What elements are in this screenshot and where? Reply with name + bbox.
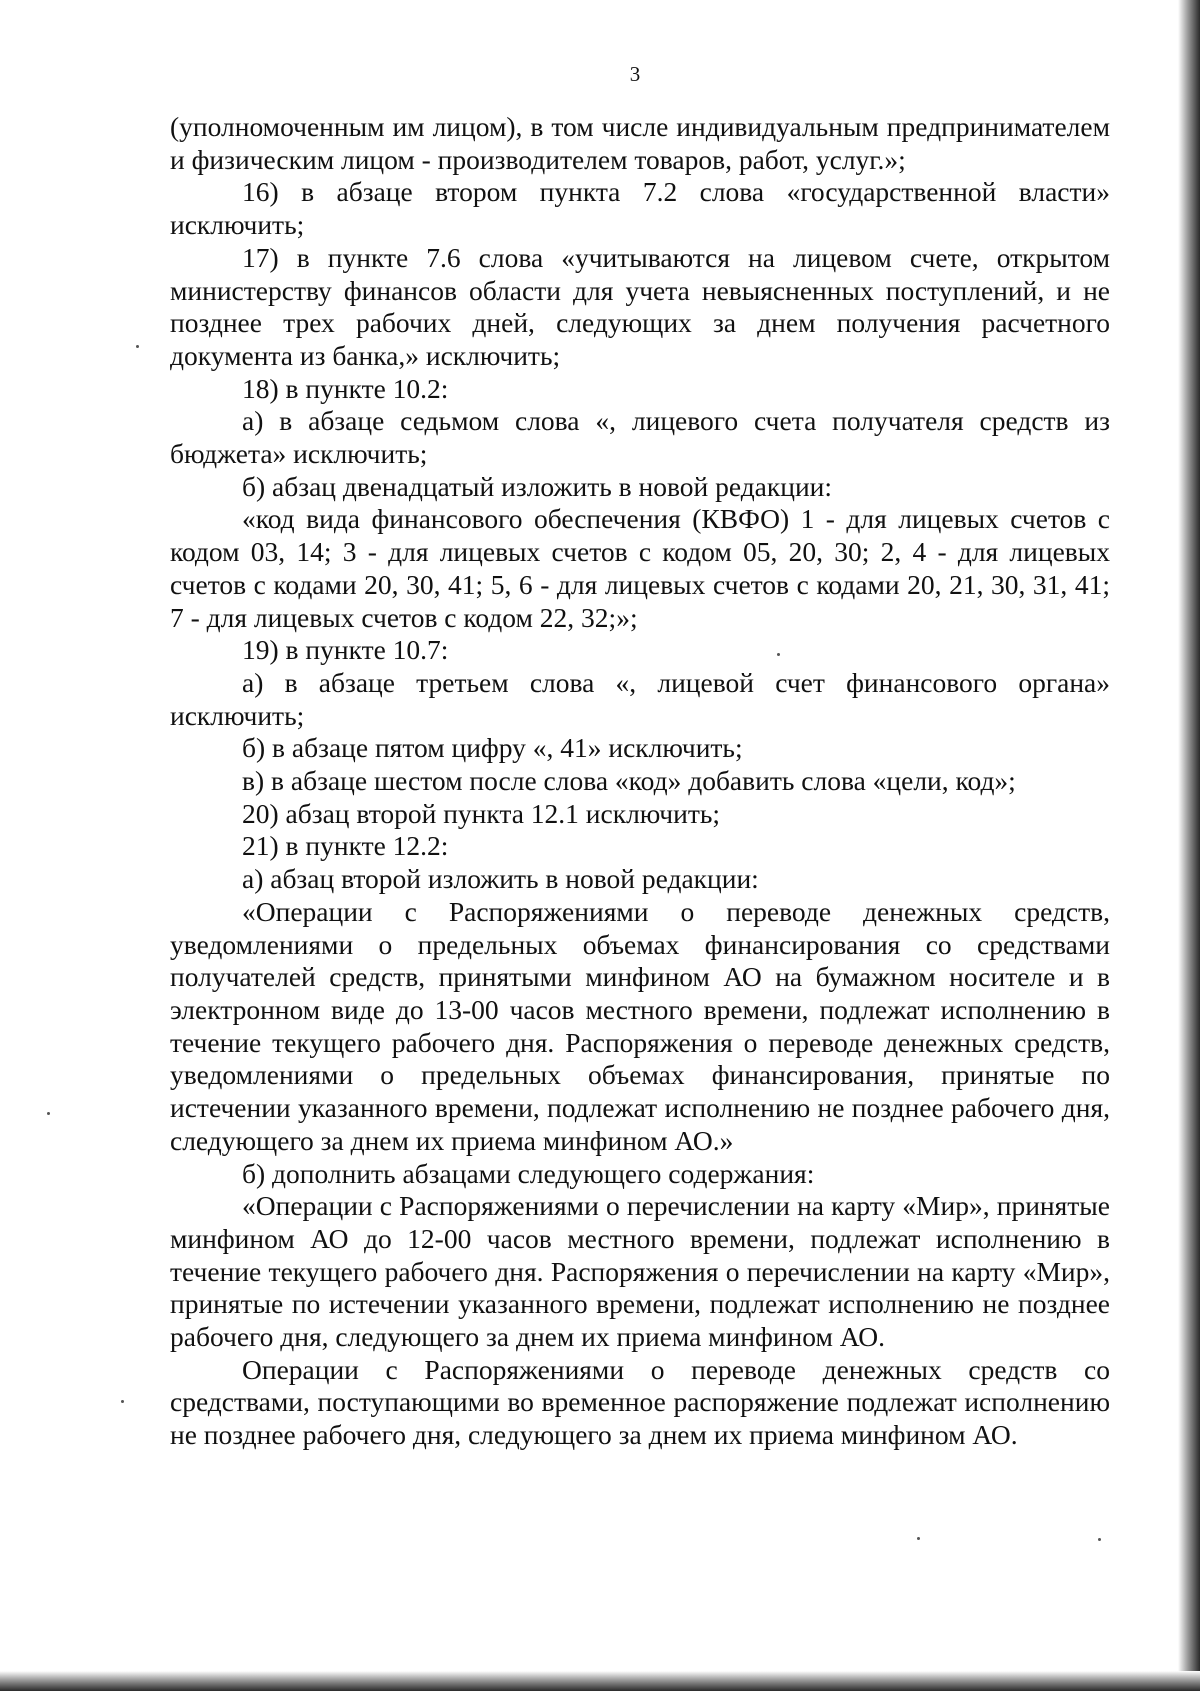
- paragraph: 19) в пункте 10.7:: [242, 634, 449, 666]
- scan-speck: [136, 345, 139, 348]
- paragraph: в) в абзаце шестом после слова «код» добавить слова «цели, код»;: [242, 765, 1016, 797]
- paragraph: «Операции с Распоряжениями о перечислении на карту «Мир», принятые минфином АО до 12-00 часов местного времени, подлежат исполнению в течение текущего рабочего дня. Распоряжения о перечислении на карту «Мир», принятые по истечении указанного времени, подлежат исполнению не позднее рабочего дня, следующего за днем их приема минфином АО.: [170, 1190, 1110, 1353]
- document-body: [170, 111, 1110, 1452]
- paragraph: а) абзац второй изложить в новой редакции:: [242, 863, 759, 895]
- paragraph: 20) абзац второй пункта 12.1 исключить;: [242, 797, 721, 829]
- paragraph: 18) в пункте 10.2:: [242, 372, 449, 404]
- paragraph: б) дополнить абзацами следующего содержания:: [242, 1157, 815, 1189]
- scan-edge-bottom: [0, 1671, 1200, 1691]
- scan-speck: [121, 1400, 124, 1403]
- paragraph: 17) в пункте 7.6 слова «учитываются на лицевом счете, открытом министерству финансов области для учета невыясненных поступлений, и не позднее трех рабочих дней, следующих за днем получения расчетного документа из банка,» исключить;: [170, 241, 1110, 371]
- scan-speck: [917, 1537, 920, 1540]
- scan-edge-right: [1178, 0, 1200, 1691]
- paragraph: 21) в пункте 12.2:: [242, 830, 449, 862]
- scan-speck: [47, 1112, 50, 1115]
- paragraph: б) абзац двенадцатый изложить в новой редакции:: [242, 470, 833, 502]
- page-number: 3: [629, 62, 641, 86]
- paragraph: б) в абзаце пятом цифру «, 41» исключить;: [242, 732, 743, 764]
- paragraph: Операции с Распоряжениями о переводе денежных средств со средствами, поступающими во временное распоряжение подлежат исполнению не позднее рабочего дня, следующего за днем их приема минфином АО.: [170, 1353, 1110, 1451]
- paragraph: (уполномоченным им лицом), в том числе индивидуальным предпринимателем и физическим лицом - производителем товаров, работ, услуг.»;: [170, 111, 1110, 175]
- scan-speck: [1098, 1538, 1101, 1541]
- paragraph: «код вида финансового обеспечения (КВФО) 1 - для лицевых счетов с кодом 03, 14; 3 - для лицевых счетов с кодом 05, 20, 30; 2, 4 - для лицевых счетов с кодами 20, 30, 41; 5, 6 - для лицевых счетов с кодами 20, 21, 30, 31, 41; 7 - для лицевых счетов с кодом 22, 32;»;: [170, 503, 1110, 633]
- paragraph: а) в абзаце седьмом слова «, лицевого счета получателя средств из бюджета» исключить;: [170, 405, 1110, 470]
- paragraph: а) в абзаце третьем слова «, лицевой счет финансового органа» исключить;: [170, 666, 1110, 731]
- paragraph: 16) в абзаце втором пункта 7.2 слова «государственной власти» исключить;: [170, 176, 1110, 241]
- paragraph: «Операции с Распоряжениями о переводе денежных средств, уведомлениями о предельных объемах финансирования со средствами получателей средств, принятыми минфином АО на бумажном носителе и в электронном виде до 13-00 часов местного времени, подлежат исполнению в течение текущего рабочего дня. Распоряжения о переводе денежных средств, уведомлениями о предельных объемах финансирования, принятые по истечении указанного времени, подлежат исполнению не позднее рабочего дня, следующего за днем их приема минфином АО.»: [170, 895, 1110, 1156]
